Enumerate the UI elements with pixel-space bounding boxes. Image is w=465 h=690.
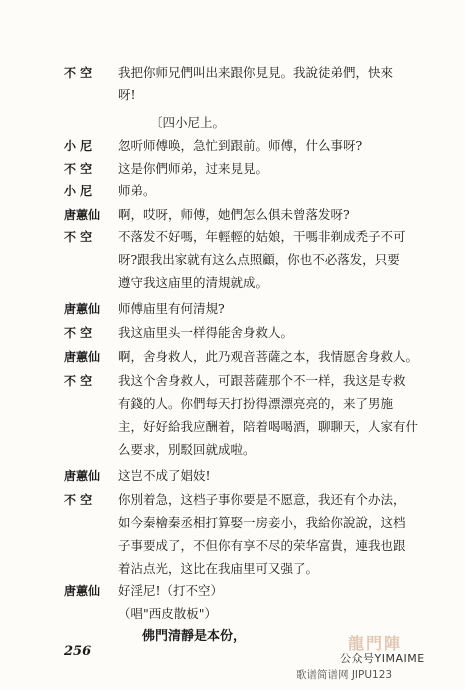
dialogue-text: 么要求，別駁回就成啦。: [118, 442, 256, 457]
speaker-name: 唐蕙仙: [64, 469, 101, 483]
watermark-site: 歌谱简谱网 JIPU123: [296, 669, 393, 681]
dialogue-text: 好淫尼!（打不空）: [118, 583, 224, 598]
singing-direction: （唱"西皮散板"）: [118, 606, 217, 621]
script-line: [0, 580, 465, 602]
script-line: [0, 112, 465, 134]
verse-line: 佛門清靜是本份，: [142, 629, 247, 644]
dialogue-text: 不落发不好嗎，年輕輕的姑娘，干嗎非剃成禿子不可: [118, 229, 406, 244]
script-line: [0, 558, 465, 580]
script-line: [0, 439, 465, 461]
dialogue-text: 呀?跟我出家就有这么点照顧，你也不必落发，只要: [118, 252, 400, 267]
dialogue-text: 有錢的人。你們每天打扮得漂漂亮亮的，来了男施: [118, 396, 394, 411]
dialogue-text: 师弟。: [118, 183, 156, 198]
script-line: [0, 135, 465, 157]
speaker-name: 不 空: [64, 230, 93, 244]
speaker-name: 小 尼: [64, 139, 93, 153]
speaker-name: 不 空: [64, 66, 93, 80]
dialogue-text: 遵守我这庙里的清規就成。: [118, 275, 269, 290]
speaker-name: 小 尼: [64, 184, 93, 198]
script-line: [0, 465, 465, 487]
script-line: [0, 370, 465, 392]
script-line: [0, 512, 465, 534]
script-line: [0, 84, 465, 106]
dialogue-text: 着沾点光，这比在我庙里可又强了。: [118, 561, 319, 576]
script-line: [0, 226, 465, 248]
watermark-logo: 龍門陣: [348, 634, 403, 653]
speaker-name: 不 空: [64, 326, 93, 340]
dialogue-text: 我把你师兄們叫出来跟你見見。我說徒弟們，快來: [118, 65, 394, 80]
dialogue-text: 忽听师傅唤，急忙到跟前。师傅，什么事呀?: [118, 138, 363, 153]
script-line: [0, 489, 465, 511]
script-line: [0, 416, 465, 438]
script-line: [0, 535, 465, 557]
script-line: [0, 158, 465, 180]
dialogue-text: 师傅庙里有何清規?: [118, 301, 225, 316]
dialogue-text: 如今秦檜秦丞相打算娶一房妾小，我給你說說，这档: [118, 515, 406, 530]
script-line: [0, 204, 465, 226]
watermark-account: 公众号YIMAIME: [340, 652, 425, 665]
dialogue-text: 这是你們师弟，过来見見。: [118, 161, 269, 176]
dialogue-text: 啊，哎呀，师傅，她們怎么俱未曾落发呀?: [118, 207, 350, 222]
script-line: [0, 322, 465, 344]
speaker-name: 不 空: [64, 493, 93, 507]
dialogue-text: 你別着急，这档子事你要是不愿意，我还有个办法，: [118, 492, 406, 507]
dialogue-text: 这岂不成了娼妓!: [118, 468, 211, 483]
speaker-name: 唐蕙仙: [64, 208, 101, 222]
script-line: [0, 603, 465, 625]
dialogue-text: 我这个舍身救人，可跟菩薩那个不一样，我这是专救: [118, 373, 406, 388]
script-line: [0, 346, 465, 368]
page-number: 256: [64, 644, 92, 659]
script-line: [0, 62, 465, 84]
dialogue-text: 啊，舍身救人，此乃观音菩薩之本，我情愿舍身救人。: [118, 349, 419, 364]
speaker-name: 唐蕙仙: [64, 584, 101, 598]
script-line: [0, 249, 465, 271]
script-line: [0, 298, 465, 320]
dialogue-text: 我这庙里头一样得能舍身救人。: [118, 325, 294, 340]
dialogue-text: 呀!: [118, 87, 136, 102]
dialogue-text: 主，好好給我应酬着，陪着喝喝酒，聊聊天，人家有什: [118, 419, 419, 434]
speaker-name: 唐蕙仙: [64, 302, 101, 316]
script-line: [0, 272, 465, 294]
speaker-name: 唐蕙仙: [64, 350, 101, 364]
script-line: [0, 180, 465, 202]
script-line: [0, 393, 465, 415]
stage-direction: 〔四小尼上。: [150, 115, 226, 130]
dialogue-text: 子事要成了，不但你有享不尽的荣华富貴，連我也跟: [118, 538, 406, 553]
speaker-name: 不 空: [64, 374, 93, 388]
speaker-name: 不 空: [64, 162, 93, 176]
